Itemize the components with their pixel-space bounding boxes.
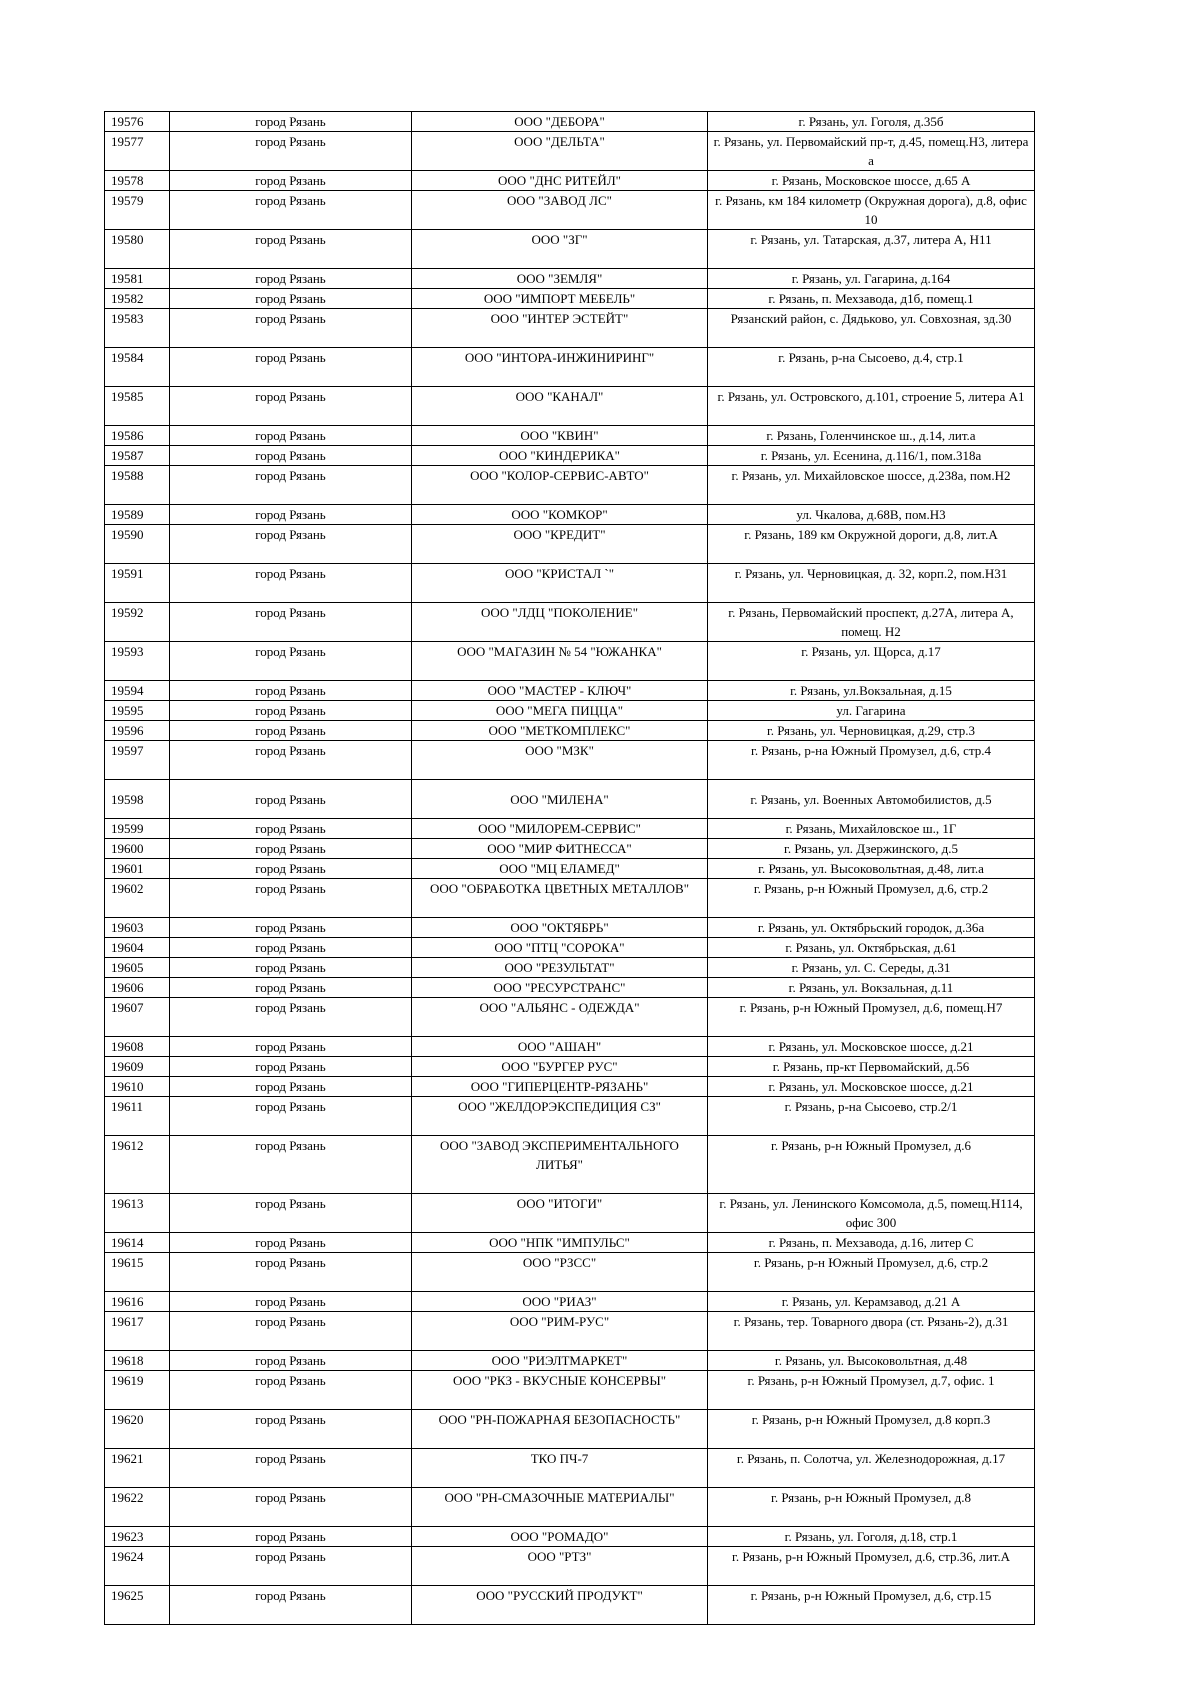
row-number: 19580: [105, 230, 170, 269]
city-cell: город Рязань: [170, 1371, 412, 1410]
row-number: 19608: [105, 1037, 170, 1057]
organization-name: ООО "НПК "ИМПУЛЬС": [412, 1233, 708, 1253]
row-number: 19621: [105, 1449, 170, 1488]
city-cell: город Рязань: [170, 191, 412, 230]
organization-name: ООО "РН-СМАЗОЧНЫЕ МАТЕРИАЛЫ": [412, 1488, 708, 1527]
city-cell: город Рязань: [170, 998, 412, 1037]
address-cell: г. Рязань, ул. Дзержинского, д.5: [708, 839, 1035, 859]
organization-name: ООО "ЗЕМЛЯ": [412, 269, 708, 289]
city-cell: город Рязань: [170, 918, 412, 938]
table-row: [105, 505, 1035, 525]
organization-name: ООО "ПТЦ "СОРОКА": [412, 938, 708, 958]
table-row: [105, 1449, 1035, 1488]
row-number: 19611: [105, 1097, 170, 1136]
table-row: [105, 681, 1035, 701]
table-row: [105, 1488, 1035, 1527]
city-cell: город Рязань: [170, 289, 412, 309]
row-number: 19585: [105, 387, 170, 426]
organization-name: ООО "ГИПЕРЦЕНТР-РЯЗАНЬ": [412, 1077, 708, 1097]
city-cell: город Рязань: [170, 1057, 412, 1077]
organization-name: ООО "КРЕДИТ": [412, 525, 708, 564]
organization-name: ООО "АЛЬЯНС - ОДЕЖДА": [412, 998, 708, 1037]
address-cell: г. Рязань, 189 км Окружной дороги, д.8, лит.А: [708, 525, 1035, 564]
table-row: [105, 839, 1035, 859]
address-cell: г. Рязань, р-н Южный Промузел, д.7, офис. 1: [708, 1371, 1035, 1410]
organization-name: ООО "ИНТОРА-ИНЖИНИРИНГ": [412, 348, 708, 387]
address-cell: г. Рязань, ул. Вокзальная, д.11: [708, 978, 1035, 998]
table-row: [105, 701, 1035, 721]
table-row: [105, 269, 1035, 289]
row-number: 19584: [105, 348, 170, 387]
table-row: [105, 859, 1035, 879]
table-row: [105, 721, 1035, 741]
city-cell: город Рязань: [170, 387, 412, 426]
address-cell: г. Рязань, ул. Черновицкая, д.29, стр.3: [708, 721, 1035, 741]
city-cell: город Рязань: [170, 681, 412, 701]
row-number: 19600: [105, 839, 170, 859]
address-cell: г. Рязань, км 184 километр (Окружная дорога), д.8, офис 10: [708, 191, 1035, 230]
address-cell: г. Рязань, Голенчинское ш., д.14, лит.а: [708, 426, 1035, 446]
organization-name: ООО "БУРГЕР РУС": [412, 1057, 708, 1077]
address-cell: ул. Гагарина: [708, 701, 1035, 721]
organization-name: ООО "АШАН": [412, 1037, 708, 1057]
row-number: 19590: [105, 525, 170, 564]
address-cell: г. Рязань, р-н Южный Промузел, д.8 корп.3: [708, 1410, 1035, 1449]
table-row: [105, 1547, 1035, 1586]
table-row: [105, 132, 1035, 171]
organization-name: ООО "КАНАЛ": [412, 387, 708, 426]
address-cell: г. Рязань, р-н Южный Промузел, д.6, стр.36, лит.А: [708, 1547, 1035, 1586]
row-number: 19605: [105, 958, 170, 978]
table-row: [105, 446, 1035, 466]
organization-name: ООО "РТЗ": [412, 1547, 708, 1586]
address-cell: г. Рязань, ул. Ленинского Комсомола, д.5, помещ.Н114, офис 300: [708, 1194, 1035, 1233]
city-cell: город Рязань: [170, 958, 412, 978]
city-cell: город Рязань: [170, 1233, 412, 1253]
city-cell: город Рязань: [170, 1527, 412, 1547]
address-cell: г. Рязань, ул. Московское шоссе, д.21: [708, 1037, 1035, 1057]
address-cell: г. Рязань, п. Мехзавода, д.16, литер С: [708, 1233, 1035, 1253]
organization-name: ООО "РКЗ - ВКУСНЫЕ КОНСЕРВЫ": [412, 1371, 708, 1410]
table-row: [105, 564, 1035, 603]
organization-name: ООО "ЖЕЛДОРЭКСПЕДИЦИЯ СЗ": [412, 1097, 708, 1136]
table-row: [105, 918, 1035, 938]
organization-name: ООО "КИНДЕРИКА": [412, 446, 708, 466]
address-cell: г. Рязань, ул. Октябрьский городок, д.36а: [708, 918, 1035, 938]
table-row: [105, 819, 1035, 839]
city-cell: город Рязань: [170, 269, 412, 289]
city-cell: город Рязань: [170, 1410, 412, 1449]
city-cell: город Рязань: [170, 701, 412, 721]
organization-name: ООО "ДНС РИТЕЙЛ": [412, 171, 708, 191]
city-cell: город Рязань: [170, 1097, 412, 1136]
organization-name: ООО "РОМАДО": [412, 1527, 708, 1547]
table-row: [105, 289, 1035, 309]
row-number: 19582: [105, 289, 170, 309]
city-cell: город Рязань: [170, 819, 412, 839]
row-number: 19577: [105, 132, 170, 171]
table-row: [105, 1037, 1035, 1057]
organization-name: ООО "ЛДЦ "ПОКОЛЕНИЕ": [412, 603, 708, 642]
address-cell: г. Рязань, пр-кт Первомайский, д.56: [708, 1057, 1035, 1077]
row-number: 19603: [105, 918, 170, 938]
row-number: 19583: [105, 309, 170, 348]
table-row: [105, 958, 1035, 978]
address-cell: г. Рязань, ул. Октябрьская, д.61: [708, 938, 1035, 958]
row-number: 19612: [105, 1136, 170, 1194]
address-cell: г. Рязань, ул. Черновицкая, д. 32, корп.2, пом.Н31: [708, 564, 1035, 603]
table-row: [105, 112, 1035, 132]
organization-name: ООО "МИЛОРЕМ-СЕРВИС": [412, 819, 708, 839]
city-cell: город Рязань: [170, 1194, 412, 1233]
row-number: 19613: [105, 1194, 170, 1233]
row-number: 19595: [105, 701, 170, 721]
city-cell: город Рязань: [170, 426, 412, 446]
organization-name: ООО "ДЕБОРА": [412, 112, 708, 132]
city-cell: город Рязань: [170, 466, 412, 505]
address-cell: г. Рязань, ул. С. Середы, д.31: [708, 958, 1035, 978]
row-number: 19599: [105, 819, 170, 839]
address-cell: г. Рязань, р-на Сысоево, стр.2/1: [708, 1097, 1035, 1136]
organization-name: ООО "РИМ-РУС": [412, 1312, 708, 1351]
city-cell: город Рязань: [170, 1547, 412, 1586]
city-cell: город Рязань: [170, 1586, 412, 1625]
address-cell: г. Рязань, Московское шоссе, д.65 А: [708, 171, 1035, 191]
city-cell: город Рязань: [170, 780, 412, 819]
table-row: [105, 1351, 1035, 1371]
row-number: 19619: [105, 1371, 170, 1410]
organization-name: ООО "ИТОГИ": [412, 1194, 708, 1233]
address-cell: г. Рязань, р-н Южный Промузел, д.8: [708, 1488, 1035, 1527]
table-row: [105, 978, 1035, 998]
table-row: [105, 1586, 1035, 1625]
row-number: 19615: [105, 1253, 170, 1292]
table-row: [105, 171, 1035, 191]
city-cell: город Рязань: [170, 879, 412, 918]
city-cell: город Рязань: [170, 230, 412, 269]
address-cell: г. Рязань, р-на Южный Промузел, д.6, стр.4: [708, 741, 1035, 780]
address-cell: г. Рязань, Первомайский проспект, д.27А, литера А, помещ. Н2: [708, 603, 1035, 642]
city-cell: город Рязань: [170, 642, 412, 681]
address-cell: г. Рязань, Михайловское ш., 1Г: [708, 819, 1035, 839]
city-cell: город Рязань: [170, 1136, 412, 1194]
organization-name: ООО "КОМКОР": [412, 505, 708, 525]
organization-name: ООО "МИР ФИТНЕССА": [412, 839, 708, 859]
city-cell: город Рязань: [170, 525, 412, 564]
row-number: 19616: [105, 1292, 170, 1312]
table-row: [105, 1292, 1035, 1312]
city-cell: город Рязань: [170, 1077, 412, 1097]
row-number: 19588: [105, 466, 170, 505]
table-row: [105, 938, 1035, 958]
row-number: 19596: [105, 721, 170, 741]
address-cell: ул. Чкалова, д.68В, пом.Н3: [708, 505, 1035, 525]
city-cell: город Рязань: [170, 1488, 412, 1527]
organization-name: ООО "ОБРАБОТКА ЦВЕТНЫХ МЕТАЛЛОВ": [412, 879, 708, 918]
row-number: 19620: [105, 1410, 170, 1449]
address-cell: г. Рязань, ул. Островского, д.101, строение 5, литера А1: [708, 387, 1035, 426]
address-cell: г. Рязань, ул. Гоголя, д.18, стр.1: [708, 1527, 1035, 1547]
city-cell: город Рязань: [170, 564, 412, 603]
address-cell: г. Рязань, ул. Высоковольтная, д.48, лит.а: [708, 859, 1035, 879]
row-number: 19604: [105, 938, 170, 958]
city-cell: город Рязань: [170, 348, 412, 387]
organization-name: ООО "РЕСУРСТРАНС": [412, 978, 708, 998]
table-row: [105, 1097, 1035, 1136]
row-number: 19576: [105, 112, 170, 132]
row-number: 19614: [105, 1233, 170, 1253]
table-row: [105, 466, 1035, 505]
city-cell: город Рязань: [170, 1449, 412, 1488]
row-number: 19579: [105, 191, 170, 230]
table-row: [105, 1233, 1035, 1253]
row-number: 19592: [105, 603, 170, 642]
address-cell: г. Рязань, ул. Есенина, д.116/1, пом.318а: [708, 446, 1035, 466]
city-cell: город Рязань: [170, 938, 412, 958]
registry-table: [104, 111, 1035, 1625]
table-row: [105, 1371, 1035, 1410]
organization-name: ООО "РН-ПОЖАРНАЯ БЕЗОПАСНОСТЬ": [412, 1410, 708, 1449]
row-number: 19610: [105, 1077, 170, 1097]
city-cell: город Рязань: [170, 1037, 412, 1057]
table-row: [105, 348, 1035, 387]
organization-name: ООО "ОКТЯБРЬ": [412, 918, 708, 938]
organization-name: ООО "РИАЗ": [412, 1292, 708, 1312]
address-cell: г. Рязань, р-н Южный Промузел, д.6, стр.15: [708, 1586, 1035, 1625]
address-cell: г. Рязань, р-на Сысоево, д.4, стр.1: [708, 348, 1035, 387]
row-number: 19598: [105, 780, 170, 819]
row-number: 19622: [105, 1488, 170, 1527]
table-row: [105, 1410, 1035, 1449]
table-row: [105, 1057, 1035, 1077]
organization-name: ООО "МИЛЕНА": [412, 780, 708, 819]
table-row: [105, 741, 1035, 780]
row-number: 19594: [105, 681, 170, 701]
row-number: 19591: [105, 564, 170, 603]
city-cell: город Рязань: [170, 171, 412, 191]
address-cell: Рязанский район, с. Дядьково, ул. Совхозная, зд.30: [708, 309, 1035, 348]
organization-name: ООО "МЦ ЕЛАМЕД": [412, 859, 708, 879]
organization-name: ООО "ИМПОРТ МЕБЕЛЬ": [412, 289, 708, 309]
organization-name: ООО "МАГАЗИН № 54 "ЮЖАНКА": [412, 642, 708, 681]
city-cell: город Рязань: [170, 1292, 412, 1312]
address-cell: г. Рязань, р-н Южный Промузел, д.6, стр.2: [708, 879, 1035, 918]
table-row: [105, 1194, 1035, 1233]
organization-name: ООО "РЗСС": [412, 1253, 708, 1292]
table-row: [105, 1312, 1035, 1351]
city-cell: город Рязань: [170, 859, 412, 879]
address-cell: г. Рязань, ул. Высоковольтная, д.48: [708, 1351, 1035, 1371]
address-cell: г. Рязань, п. Мехзавода, д1б, помещ.1: [708, 289, 1035, 309]
organization-name: ООО "РИЭЛТМАРКЕТ": [412, 1351, 708, 1371]
organization-name: ООО "ИНТЕР ЭСТЕЙТ": [412, 309, 708, 348]
table-row: [105, 879, 1035, 918]
address-cell: г. Рязань, ул. Военных Автомобилистов, д.5: [708, 780, 1035, 819]
city-cell: город Рязань: [170, 446, 412, 466]
city-cell: город Рязань: [170, 603, 412, 642]
city-cell: город Рязань: [170, 309, 412, 348]
table-row: [105, 998, 1035, 1037]
city-cell: город Рязань: [170, 1312, 412, 1351]
row-number: 19587: [105, 446, 170, 466]
organization-name: ООО "ЗГ": [412, 230, 708, 269]
city-cell: город Рязань: [170, 741, 412, 780]
row-number: 19602: [105, 879, 170, 918]
organization-name: ООО "КРИСТАЛ `": [412, 564, 708, 603]
table-row: [105, 426, 1035, 446]
row-number: 19589: [105, 505, 170, 525]
address-cell: г. Рязань, тер. Товарного двора (ст. Рязань-2), д.31: [708, 1312, 1035, 1351]
city-cell: город Рязань: [170, 505, 412, 525]
organization-name: ООО "МЕТКОМПЛЕКС": [412, 721, 708, 741]
organization-name: ООО "МАСТЕР - КЛЮЧ": [412, 681, 708, 701]
row-number: 19607: [105, 998, 170, 1037]
row-number: 19617: [105, 1312, 170, 1351]
table-row: [105, 642, 1035, 681]
row-number: 19624: [105, 1547, 170, 1586]
table-row: [105, 1253, 1035, 1292]
row-number: 19625: [105, 1586, 170, 1625]
table-row: [105, 525, 1035, 564]
organization-name: ООО "ЗАВОД ЭКСПЕРИМЕНТАЛЬНОГО ЛИТЬЯ": [412, 1136, 708, 1194]
organization-name: ТКО ПЧ-7: [412, 1449, 708, 1488]
address-cell: г. Рязань, р-н Южный Промузел, д.6: [708, 1136, 1035, 1194]
city-cell: город Рязань: [170, 1253, 412, 1292]
table-row: [105, 230, 1035, 269]
address-cell: г. Рязань, р-н Южный Промузел, д.6, помещ.Н7: [708, 998, 1035, 1037]
city-cell: город Рязань: [170, 132, 412, 171]
row-number: 19593: [105, 642, 170, 681]
city-cell: город Рязань: [170, 978, 412, 998]
city-cell: город Рязань: [170, 1351, 412, 1371]
organization-name: ООО "РУССКИЙ ПРОДУКТ": [412, 1586, 708, 1625]
row-number: 19623: [105, 1527, 170, 1547]
row-number: 19606: [105, 978, 170, 998]
table-row: [105, 603, 1035, 642]
table-row: [105, 1077, 1035, 1097]
address-cell: г. Рязань, ул. Щорса, д.17: [708, 642, 1035, 681]
table-row: [105, 387, 1035, 426]
organization-name: ООО "КВИН": [412, 426, 708, 446]
address-cell: г. Рязань, ул.Вокзальная, д.15: [708, 681, 1035, 701]
address-cell: г. Рязань, п. Солотча, ул. Железнодорожная, д.17: [708, 1449, 1035, 1488]
organization-name: ООО "МЗК": [412, 741, 708, 780]
row-number: 19609: [105, 1057, 170, 1077]
address-cell: г. Рязань, ул. Татарская, д.37, литера А, Н11: [708, 230, 1035, 269]
address-cell: г. Рязань, ул. Гагарина, д.164: [708, 269, 1035, 289]
organization-name: ООО "МЕГА ПИЦЦА": [412, 701, 708, 721]
row-number: 19586: [105, 426, 170, 446]
registry-table-body: [105, 112, 1035, 1625]
address-cell: г. Рязань, ул. Московское шоссе, д.21: [708, 1077, 1035, 1097]
address-cell: г. Рязань, ул. Гоголя, д.35б: [708, 112, 1035, 132]
organization-name: ООО "КОЛОР-СЕРВИС-АВТО": [412, 466, 708, 505]
table-row: [105, 1136, 1035, 1194]
address-cell: г. Рязань, р-н Южный Промузел, д.6, стр.2: [708, 1253, 1035, 1292]
table-row: [105, 1527, 1035, 1547]
row-number: 19578: [105, 171, 170, 191]
address-cell: г. Рязань, ул. Керамзавод, д.21 А: [708, 1292, 1035, 1312]
table-row: [105, 191, 1035, 230]
table-row: [105, 780, 1035, 819]
row-number: 19581: [105, 269, 170, 289]
city-cell: город Рязань: [170, 721, 412, 741]
address-cell: г. Рязань, ул. Первомайский пр-т, д.45, помещ.Н3, литера а: [708, 132, 1035, 171]
row-number: 19601: [105, 859, 170, 879]
organization-name: ООО "ЗАВОД ЛС": [412, 191, 708, 230]
document-page: [104, 111, 1035, 1625]
table-row: [105, 309, 1035, 348]
row-number: 19618: [105, 1351, 170, 1371]
address-cell: г. Рязань, ул. Михайловское шоссе, д.238а, пом.Н2: [708, 466, 1035, 505]
city-cell: город Рязань: [170, 112, 412, 132]
organization-name: ООО "РЕЗУЛЬТАТ": [412, 958, 708, 978]
row-number: 19597: [105, 741, 170, 780]
organization-name: ООО "ДЕЛЬТА": [412, 132, 708, 171]
city-cell: город Рязань: [170, 839, 412, 859]
